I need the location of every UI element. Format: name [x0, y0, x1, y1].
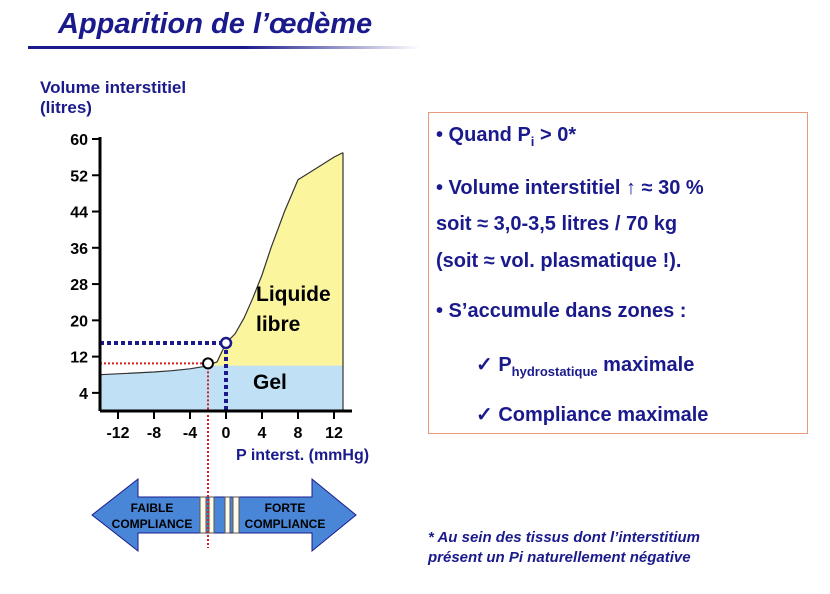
info-line-7: ✓ Compliance maximale [476, 404, 709, 426]
arrow-stripe [209, 497, 214, 533]
info-line-6-post: maximale [597, 354, 695, 376]
info-box [428, 112, 808, 434]
y-tick-label: 52 [70, 168, 88, 186]
arrow-stripe [233, 497, 239, 533]
x-axis-label: P interst. (mmHg) [236, 447, 370, 464]
x-tick-label: 0 [221, 425, 231, 442]
footnote-line2: présent un Pi naturellement négative [428, 549, 691, 566]
x-tick-label: 12 [325, 425, 343, 442]
ylabel-line1: Volume interstitiel [40, 78, 187, 97]
info-line-6 [476, 352, 694, 379]
arrow-left-line1: FAIBLE [130, 501, 174, 515]
x-tick-label: 4 [257, 425, 267, 442]
y-tick-label: 60 [70, 132, 88, 149]
arrow-stripe [200, 497, 206, 533]
page-title: Apparition de l’œdème [58, 8, 373, 40]
info-line-3: soit ≈ 3,0-3,5 litres / 70 kg [436, 213, 678, 235]
series-label-liquide-line2: libre [256, 313, 301, 336]
arrow-left-line2: COMPLIANCE [111, 517, 193, 531]
info-line-4: (soit ≈ vol. plasmatique !). [436, 250, 682, 272]
info-line-6-pre: ✓ P [476, 354, 512, 376]
info-line-1-post: > 0* [534, 124, 577, 146]
compliance-double-arrow [92, 479, 356, 551]
y-tick-label: 4 [79, 385, 88, 403]
info-line-6-sub: hydrostatique [511, 364, 598, 379]
arrow-right-line2: COMPLIANCE [244, 517, 326, 531]
y-tick-label: 12 [70, 349, 88, 367]
x-tick-label: -12 [106, 425, 130, 442]
series-label-gel: Gel [253, 371, 287, 394]
x-tick-label: -4 [182, 425, 198, 442]
x-tick-label: -8 [146, 425, 162, 442]
info-line-2: • Volume interstitiel ↑ ≈ 30 % [436, 177, 704, 199]
footnote [428, 528, 818, 568]
footnote-line1: * Au sein des tissus dont l’interstitium [428, 529, 700, 546]
info-line-1-sub: i [530, 134, 535, 149]
y-tick-label: 36 [70, 240, 88, 258]
arrow-stripe [225, 497, 230, 533]
y-tick-label: 20 [70, 313, 88, 331]
y-tick-label: 28 [70, 277, 88, 295]
x-tick-label: 8 [293, 425, 303, 442]
arrow-right-line1: FORTE [264, 501, 306, 515]
compliance-arrow [92, 479, 356, 551]
series-label-liquide-line1: Liquide [256, 283, 331, 306]
info-line-5: • S’accumule dans zones : [436, 300, 687, 322]
y-tick-label: 44 [70, 204, 88, 222]
info-line-1 [436, 124, 576, 149]
ylabel-line2: (litres) [40, 98, 92, 117]
marker-blue-point [221, 338, 231, 348]
info-line-1-pre: • Quand P [436, 124, 531, 146]
marker-red-point [203, 358, 213, 368]
